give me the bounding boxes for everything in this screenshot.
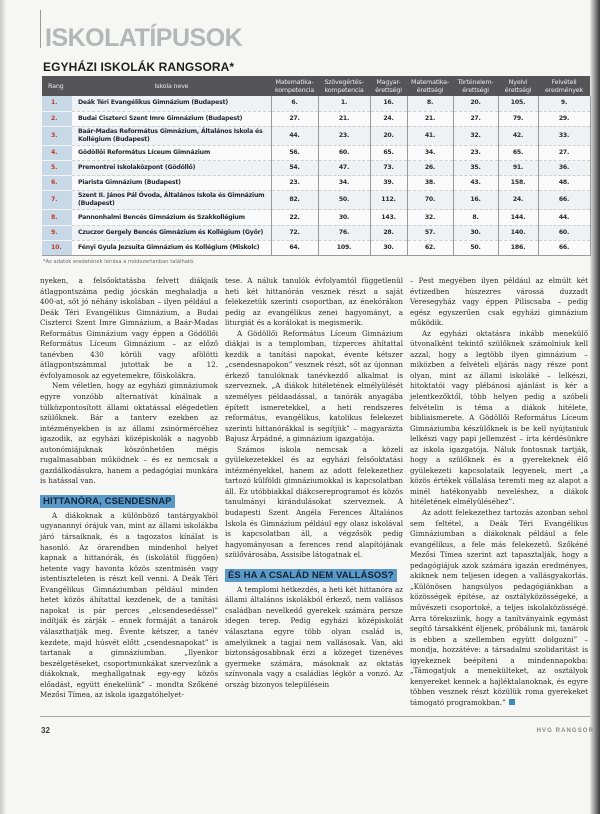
school-name-cell: Szent II. János Pál Óvoda, Általános Iskola és Gimnázium (Budapest) bbox=[72, 191, 271, 210]
magazine-name: HVG RANGSOR bbox=[536, 728, 594, 735]
table-footnote: *Az adatok eredetének leírása a módszertanban található. bbox=[43, 259, 195, 265]
value-cell: 62. bbox=[407, 240, 453, 255]
value-cell: 143. bbox=[370, 210, 407, 225]
school-name-cell: Deák Téri Evangélikus Gimnázium (Budapest) bbox=[72, 96, 271, 111]
paragraph: A templomi hétkezdés, a heti két hittanóra az állami általános iskolákból érkező, nem vallásos családban nevelkedő gyerekek számára persze idegen terep. Pedig egyházi középiskolát választana egyre több olyan család is, amelyiknek a tagjai nem vallásosak. Van, aki biztonságosabbnak érzi a közeget tizenéves gyermeke számára, másoknak az oktatás színvonala vagy a családias légkör a vonzó. Az ország bizonyos településein bbox=[225, 584, 403, 689]
article-column-1 bbox=[40, 276, 218, 701]
value-cell: 6. bbox=[271, 96, 318, 111]
subheading-hittanora: HITTANÓRA, CSENDESNAP bbox=[40, 495, 175, 508]
header-math-competence: Matematika-kompetencia bbox=[271, 76, 318, 96]
header-language-exam: Nyelvi érettségi bbox=[498, 76, 538, 96]
value-cell: 27. bbox=[538, 145, 590, 160]
article-column-3 bbox=[410, 276, 588, 708]
header-text-competence: Szövegértés-kompetencia bbox=[318, 76, 370, 96]
value-cell: 1. bbox=[318, 96, 370, 111]
value-cell: 16. bbox=[370, 96, 407, 111]
rank-cell: 10. bbox=[42, 240, 72, 255]
value-cell: 20. bbox=[453, 96, 498, 111]
value-cell: 50. bbox=[453, 240, 498, 255]
value-cell: 44. bbox=[538, 210, 590, 225]
value-cell: 23. bbox=[318, 126, 370, 145]
paragraph: Nem véletlen, hogy az egyházi gimnáziumok egyre vonzóbb alternatívát kínálnak a túlközpontosított állami oktatással elégedetlen szülőknek. Bár a tanterv ezekben az intézményekben is az állami zsinórmércéhez igazodik, az egyházi középiskolák a nagyobb autonómiájuknak köszönhetően mégis rugalmasabban működnek – és ez nemcsak a gazdálkodásukra, hanem a pedagógiai munkára is hatással van. bbox=[40, 381, 218, 486]
value-cell: 158. bbox=[498, 176, 538, 191]
value-cell: 64. bbox=[271, 240, 318, 255]
value-cell: 39. bbox=[370, 176, 407, 191]
paragraph: A Gödöllői Református Líceum Gimnázium diákjai is a templomban, tízperces áhítattal kezdik a tanítási napokat, évente kétszer „csendesnapokon” vesznek részt, sőt az újonnan érkező tanulóknak tanévkezdő alkalmat is szerveznek. „A diákok hitéletének elmélyülését személyes példaadással, a tanórák anyagába épített ismeretekkel, a heti rendszeres református, evangélikus, katolikus felekezet szerinti hittanórákkal is segítjük” – magyarázta Bajusz Árpádné, a gimnázium igazgatója. bbox=[225, 328, 403, 444]
header-history-exam: Történelem-érettségi bbox=[453, 76, 498, 96]
table-row bbox=[42, 161, 590, 176]
school-name-cell: Budai Ciszterci Szent Imre Gimnázium (Budapest) bbox=[72, 111, 271, 126]
value-cell: 50. bbox=[318, 191, 370, 210]
value-cell: 65. bbox=[370, 145, 407, 160]
page-number: 32 bbox=[41, 726, 50, 736]
table-row bbox=[42, 210, 590, 225]
article-column-2 bbox=[225, 276, 403, 690]
header-school-name: Iskola neve bbox=[72, 76, 271, 96]
value-cell: 34. bbox=[407, 145, 453, 160]
value-cell: 33. bbox=[538, 126, 590, 145]
value-cell: 79. bbox=[498, 111, 538, 126]
value-cell: 23. bbox=[271, 176, 318, 191]
value-cell: 27. bbox=[453, 111, 498, 126]
value-cell: 29. bbox=[538, 111, 590, 126]
value-cell: 23. bbox=[453, 145, 498, 160]
value-cell: 24. bbox=[370, 111, 407, 126]
value-cell: 24. bbox=[498, 191, 538, 210]
value-cell: 41. bbox=[407, 126, 453, 145]
school-name-cell: Fényi Gyula Jezsuita Gimnázium és Kollégium (Miskolc) bbox=[72, 240, 271, 255]
value-cell: 20. bbox=[370, 126, 407, 145]
table-row bbox=[42, 145, 590, 160]
rank-cell: 4. bbox=[42, 145, 72, 160]
footer bbox=[40, 716, 594, 738]
article-columns bbox=[40, 276, 590, 708]
school-name-cell: Gödöllői Református Líceum Gimnázium bbox=[72, 145, 271, 160]
end-of-article-icon bbox=[509, 699, 515, 705]
value-cell: 8. bbox=[407, 96, 453, 111]
value-cell: 144. bbox=[498, 210, 538, 225]
rank-cell: 8. bbox=[42, 210, 72, 225]
ranking-table bbox=[42, 76, 591, 256]
value-cell: 43. bbox=[453, 176, 498, 191]
table-row bbox=[42, 176, 590, 191]
paragraph: tese. A náluk tanulók évfolyamtól függetlenül heti két hittanórán vesznek részt a saját felekezetük szerinti csoportban, az énekórákon pedig az evangélikus zenei hagyományt, a liturgiát és a korálokat is megismerik. bbox=[225, 276, 403, 328]
table-wrapper bbox=[42, 76, 590, 266]
value-cell: 66. bbox=[538, 191, 590, 210]
paragraph: A diákoknak a különböző tantárgyakból ugyanannyi órájuk van, mint az állami iskolákba járó társaiknak, és a tagozatos kínálat is hasonló. Az órarendben mindenhol helyet kapnak a hittanórák, és (iskolától függően) hetente vagy havonta közös szentmisén vagy istentiszteleten is részt kell venni. A Deák Téri Evangélikus Gimnáziumban például minden hetet közös áhítattal kezdenek, de a tanítási napokat is pár perces „elcsendesedéssel” indítják és zárják – ennek formáját a tanárok választhatják meg. Évente kétszer, a tanév kezdete, majd húsvét előtt „csendesnapokat” is tartanak a gimnáziumban. „Ilyenkor beszélgetéseket, csoportmunkákat szervezünk a diákoknak, meghallgatnak egy-egy közös előadást, együtt énekelünk” – mondta Szőkéné Mezősi Tímea, az iskola igazgatóhelyet- bbox=[40, 510, 218, 700]
rank-cell: 7. bbox=[42, 191, 72, 210]
value-cell: 72. bbox=[271, 225, 318, 240]
rank-cell: 1. bbox=[42, 96, 72, 111]
table-header-row bbox=[42, 76, 590, 96]
value-cell: 76. bbox=[318, 225, 370, 240]
paragraph: nyeken, a felsőoktatásba felvett diákjaik átlagpontszáma pedig jócskán meghaladja a 400-at, sőt jó néhány iskolában – ilyen például a Deák Téri Evangélikus Gimnázium, a Budai Ciszterci Szent Imre Gimnázium, a Baár-Madas Református Gimnázium vagy éppen a Gödöllői Református Líceum Gimnázium – az előző tanévben 430 körüli vagy afölötti átlagpontszámmal jutottak be a 12. évfolyamosok az egyetemekre, főiskolákra. bbox=[40, 276, 218, 380]
value-cell: 27. bbox=[271, 111, 318, 126]
value-cell: 42. bbox=[498, 126, 538, 145]
rank-cell: 2. bbox=[42, 111, 72, 126]
value-cell: 140. bbox=[498, 225, 538, 240]
value-cell: 22. bbox=[271, 210, 318, 225]
header-math-exam: Matematika-érettségi bbox=[407, 76, 453, 96]
table-body bbox=[42, 96, 590, 256]
value-cell: 34. bbox=[318, 176, 370, 191]
value-cell: 26. bbox=[407, 161, 453, 176]
header-admission: Felvételi eredmények bbox=[538, 76, 590, 96]
value-cell: 60. bbox=[538, 225, 590, 240]
table-row bbox=[42, 240, 590, 255]
value-cell: 57. bbox=[407, 225, 453, 240]
value-cell: 73. bbox=[370, 161, 407, 176]
paragraph: – Pest megyében ilyen például az elmúlt két évtizedben húszezres várossá duzzadt Veresegyház vagy éppen Piliscsaba – pedig egész egyszerűen csak egyházi gimnázium működik. bbox=[410, 276, 588, 328]
value-cell: 109. bbox=[318, 240, 370, 255]
value-cell: 21. bbox=[318, 111, 370, 126]
table-title: EGYHÁZI ISKOLÁK RANGSORA* bbox=[43, 60, 235, 74]
section-header bbox=[40, 10, 590, 60]
section-divider bbox=[40, 10, 41, 48]
value-cell: 91. bbox=[498, 161, 538, 176]
value-cell: 65. bbox=[498, 145, 538, 160]
value-cell: 47. bbox=[318, 161, 370, 176]
value-cell: 9. bbox=[538, 96, 590, 111]
value-cell: 35. bbox=[453, 161, 498, 176]
value-cell: 48. bbox=[538, 176, 590, 191]
paragraph-final bbox=[410, 508, 588, 708]
rank-cell: 3. bbox=[42, 126, 72, 145]
table-row bbox=[42, 96, 590, 111]
school-name-cell: Czuczor Gergely Bencés Gimnázium és Kollégium (Győr) bbox=[72, 225, 271, 240]
school-name-cell: Premontrei Iskolaközpont (Gödöllő) bbox=[72, 161, 271, 176]
school-name-cell: Baár-Madas Református Gimnázium, Általános Iskola és Kollégium (Budapest) bbox=[72, 126, 271, 145]
value-cell: 60. bbox=[318, 145, 370, 160]
school-name-cell: Piarista Gimnázium (Budapest) bbox=[72, 176, 271, 191]
subheading-csalad: ÉS HA A CSALÁD NEM VALLÁSOS? bbox=[225, 569, 397, 582]
value-cell: 30. bbox=[318, 210, 370, 225]
school-name-cell: Pannonhalmi Bencés Gimnázium és Szakkollégium bbox=[72, 210, 271, 225]
value-cell: 186. bbox=[498, 240, 538, 255]
value-cell: 105. bbox=[498, 96, 538, 111]
value-cell: 30. bbox=[370, 240, 407, 255]
rank-cell: 9. bbox=[42, 225, 72, 240]
table-row bbox=[42, 225, 590, 240]
paragraph: Az egyházi oktatásra inkább menekülő útvonalként tekintő szülőknek számolniuk kell azzal, hogy a legtöbb ilyen gimnázium – miközben a felvételi eljárás nagy része pont olyan, mint az állami iskoláké – lelkészi, hitoktatói vagy plébánosi ajánlást is kér a jelentkezőktől, több helyen pedig a szóbeli felvételin is téma a diákok hitélete, bibliaismerete. A Gödöllői Református Líceum Gimnáziumba készülőknek is be kell nyújtaniuk lelkészi vagy papi jellemzést – írta kérdésünkre az iskola igazgatója. Náluk fontosnak tartják, hogy a szülőknek és a gyerekeknek élő gyülekezeti kapcsolataik legyenek, mert „a közös értékek vállalása teremti meg az alapot a minél hatékonyabb neveléshez, a diákok hitéletének elmélyüléséhez”. bbox=[410, 328, 588, 507]
section-title: ISKOLATÍPUSOK bbox=[45, 24, 243, 52]
rank-cell: 6. bbox=[42, 176, 72, 191]
value-cell: 21. bbox=[407, 111, 453, 126]
table-row bbox=[42, 111, 590, 126]
value-cell: 16. bbox=[453, 191, 498, 210]
table-row bbox=[42, 191, 590, 210]
value-cell: 82. bbox=[271, 191, 318, 210]
paragraph: Számos iskola nemcsak a közeli gyülekezetekkel és az egyházi felsőoktatási intézményekkel, hanem az adott felekezethez tartozó külföldi gimnáziumokkal is kapcsolatban áll. Ez utóbbiakkal diákcsereprogramot és közös tanulmányi kirándulásokat szerveznek. A budapesti Szent Angéla Ferences Általános Iskola és Gimnázium például egy olasz iskolával is kapcsolatban áll, a végzősök pedig hagyományosan a ferences rend alapítójának szülővárosába, Assisibe látogatnak el. bbox=[225, 444, 403, 560]
value-cell: 36. bbox=[538, 161, 590, 176]
table-row bbox=[42, 126, 590, 145]
value-cell: 30. bbox=[453, 225, 498, 240]
value-cell: 32. bbox=[453, 126, 498, 145]
value-cell: 8. bbox=[453, 210, 498, 225]
value-cell: 32. bbox=[407, 210, 453, 225]
value-cell: 66. bbox=[538, 240, 590, 255]
paragraph-text: Az adott felekezethez tartozás azonban sehol sem feltétel, a Deák Téri Evangélikus Gimnáziumban a diákoknak például a fele evangélikus, a fele más felekezetű. Szőkéné Mezősi Tímea szerint azt tapasztalják, hogy a pedagógiájuk azok számára igazán eredményes, akiknek nem teljesen idegen a vallásgyakorlás. „Különösen hangsúlyos pedagógiánkban a közösségek építése, az osztályközösségeké, a művészeti csoportoké, a teljes iskolaközösségé. Arra törekszünk, hogy a tanítványaink egymást segítő társakként éljenek, próbálunk mi, tanárok is ebben a szellemben együtt dolgozni” – mondja, hozzátéve: a társadalmi szolidaritást is igyekeznek beépíteni a mindennapokba: „Támogatjuk a menekülteket, az osztályok kenyereket kennek a hajléktalanoknak, és egyre többen vesznek részt közülük roma gyerekeket támogató programokban.” bbox=[410, 508, 588, 707]
value-cell: 38. bbox=[407, 176, 453, 191]
value-cell: 44. bbox=[271, 126, 318, 145]
value-cell: 70. bbox=[407, 191, 453, 210]
value-cell: 112. bbox=[370, 191, 407, 210]
value-cell: 56. bbox=[271, 145, 318, 160]
value-cell: 28. bbox=[370, 225, 407, 240]
header-hungarian-exam: Magyar-érettségi bbox=[370, 76, 407, 96]
header-rank: Rang bbox=[42, 76, 72, 96]
value-cell: 54. bbox=[271, 161, 318, 176]
rank-cell: 5. bbox=[42, 161, 72, 176]
